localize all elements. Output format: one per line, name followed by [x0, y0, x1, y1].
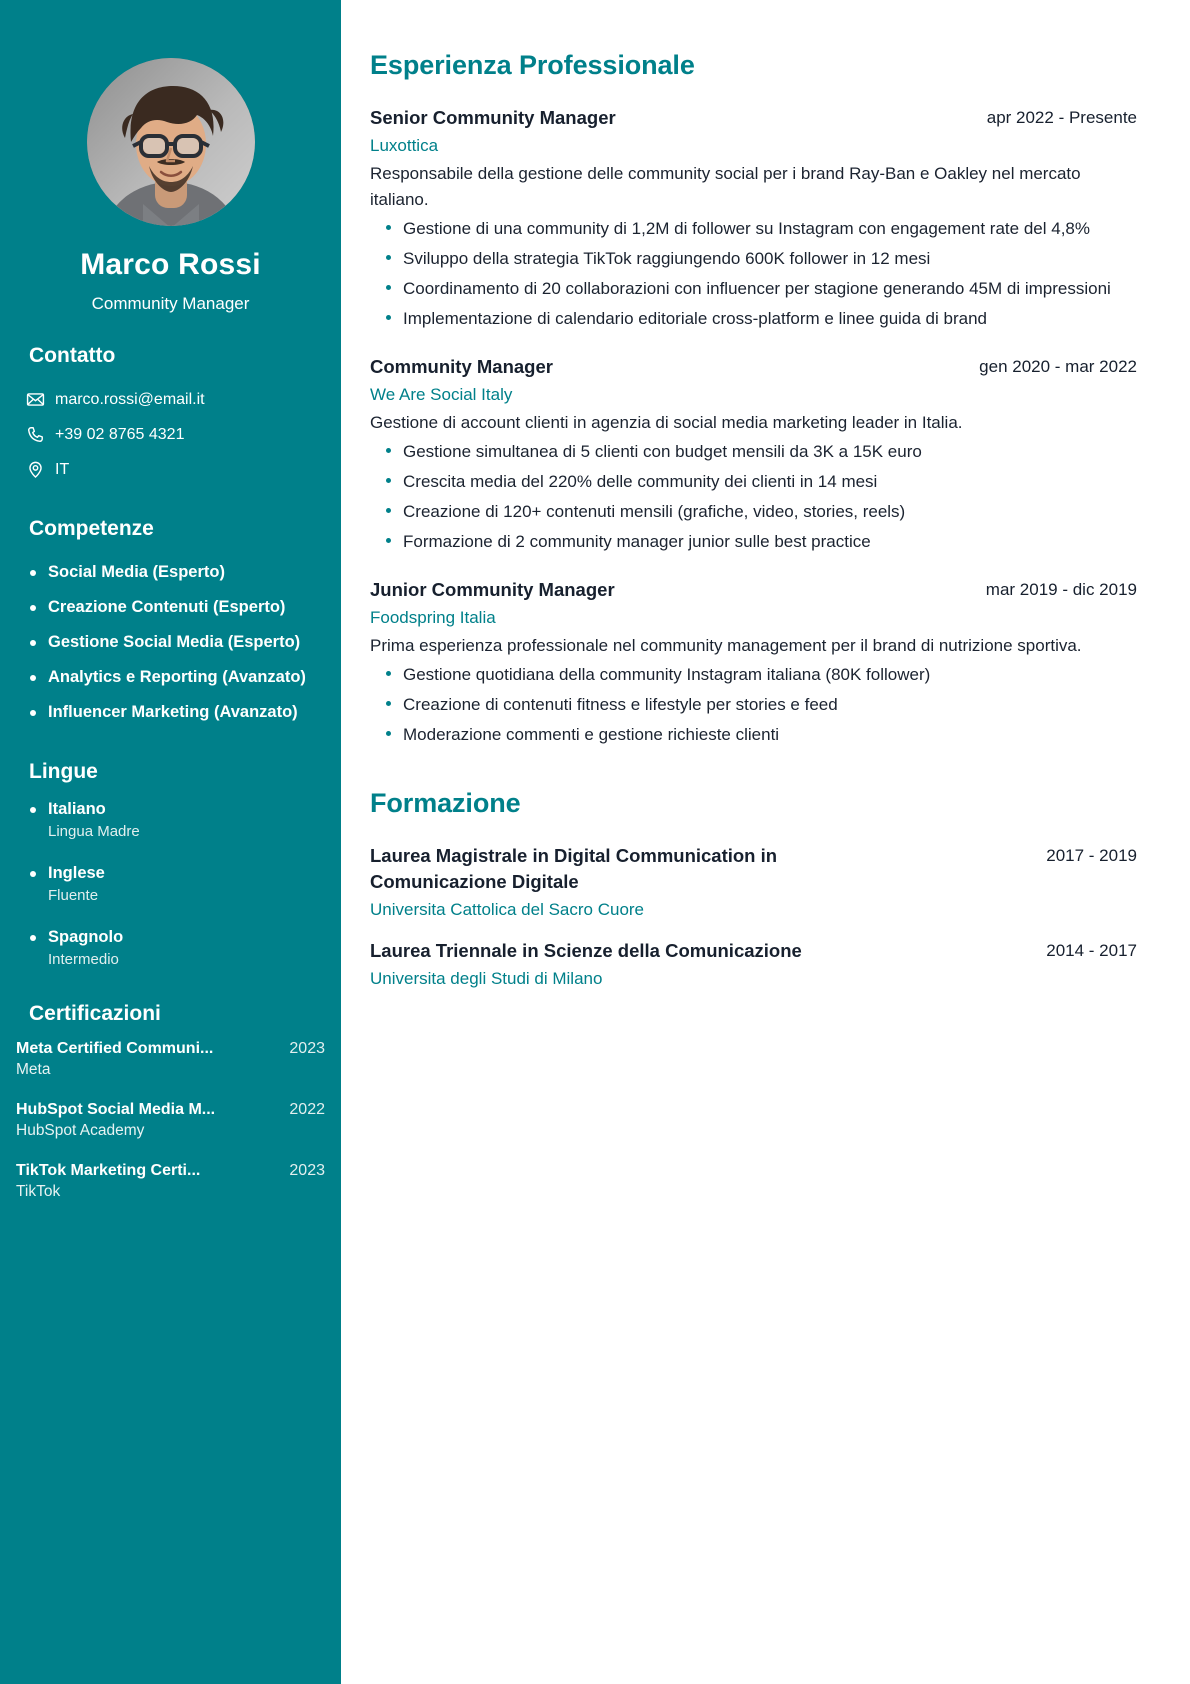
experience-section-title: Esperienza Professionale — [370, 50, 695, 80]
education-institution: Universita Cattolica del Sacro Cuore — [370, 900, 645, 919]
language-name: Italiano — [48, 800, 106, 818]
language-name: Spagnolo — [48, 928, 124, 946]
certification-issuer: HubSpot Academy — [16, 1122, 145, 1139]
certification-header — [16, 1162, 325, 1180]
language-item — [30, 798, 341, 844]
certifications-section-title: Certificazioni — [29, 1002, 161, 1025]
experience-description: Prima esperienza professionale nel community management per il brand di nutrizione sportiva. — [370, 636, 1082, 655]
person-role: Community Manager — [91, 294, 250, 313]
envelope-icon — [26, 390, 45, 409]
language-level: Intermedio — [48, 951, 119, 968]
certification-name: TikTok Marketing Certi... — [16, 1162, 201, 1179]
contact-location[interactable] — [26, 452, 341, 487]
experience-bullet-list — [370, 662, 1137, 748]
experience-description: Responsabile della gestione delle community social per i brand Ray-Ban e Oakley nel mercato italiano. — [370, 164, 1081, 209]
avatar — [87, 58, 255, 226]
skills-section-title: Competenze — [29, 517, 154, 540]
contact-phone[interactable] — [26, 417, 341, 452]
experience-bullet: Formazione di 2 community manager junior sulle best practice — [386, 529, 1137, 555]
experience-entry-header — [370, 577, 1137, 603]
experience-job-title: Junior Community Manager — [370, 579, 615, 600]
contact-list — [0, 382, 341, 487]
experience-company: We Are Social Italy — [370, 385, 513, 404]
experience-bullet: Creazione di contenuti fitness e lifestyle per stories e feed — [386, 692, 1137, 718]
phone-icon — [26, 425, 45, 444]
language-item — [30, 862, 341, 908]
experience-entry — [370, 105, 1137, 332]
education-entry — [370, 938, 1137, 993]
certification-name: Meta Certified Communi... — [16, 1040, 214, 1057]
education-entry-header — [370, 938, 1137, 964]
main-content — [341, 0, 1190, 1684]
sidebar — [0, 0, 341, 1684]
experience-description: Gestione di account clienti in agenzia di social media marketing leader in Italia. — [370, 413, 963, 432]
skill-item: Analytics e Reporting (Avanzato) — [30, 660, 341, 695]
education-entry — [370, 843, 1137, 924]
certification-item — [16, 1162, 325, 1203]
experience-entry — [370, 354, 1137, 555]
experience-company: Luxottica — [370, 136, 439, 155]
education-section-title: Formazione — [370, 788, 521, 818]
experience-bullet: Implementazione di calendario editoriale cross-platform e linee guida di brand — [386, 306, 1137, 332]
skill-item: Influencer Marketing (Avanzato) — [30, 695, 341, 730]
person-name: Marco Rossi — [80, 248, 261, 281]
education-date-range: 2017 - 2019 — [1046, 846, 1137, 865]
experience-bullet: Gestione quotidiana della community Instagram italiana (80K follower) — [386, 662, 1137, 688]
education-date-range: 2014 - 2017 — [1046, 941, 1137, 960]
experience-bullet: Coordinamento di 20 collaborazioni con influencer per stagione generando 45M di impressioni — [386, 276, 1137, 302]
experience-bullet: Moderazione commenti e gestione richieste clienti — [386, 722, 1137, 748]
experience-date-range: apr 2022 - Presente — [986, 108, 1137, 127]
experience-date-range: mar 2019 - dic 2019 — [985, 580, 1137, 599]
certifications-list — [0, 1040, 341, 1203]
location-pin-icon — [26, 460, 45, 479]
experience-entry-header — [370, 105, 1137, 131]
certification-header — [16, 1040, 325, 1058]
experience-entry — [370, 577, 1137, 748]
contact-section-title: Contatto — [29, 344, 116, 367]
certification-year: 2022 — [289, 1101, 325, 1118]
avatar-container — [0, 0, 341, 226]
certification-name: HubSpot Social Media M... — [16, 1101, 216, 1118]
certification-item — [16, 1040, 325, 1081]
experience-job-title: Community Manager — [370, 356, 553, 377]
experience-bullet-list — [370, 439, 1137, 555]
experience-bullet: Crescita media del 220% delle community dei clienti in 14 mesi — [386, 469, 1137, 495]
experience-bullet: Sviluppo della strategia TikTok raggiungendo 600K follower in 12 mesi — [386, 246, 1137, 272]
experience-bullet: Gestione simultanea di 5 clienti con budget mensili da 3K a 15K euro — [386, 439, 1137, 465]
certification-issuer: Meta — [16, 1061, 51, 1078]
languages-list — [0, 798, 341, 972]
skill-item: Social Media (Esperto) — [30, 555, 341, 590]
skills-list — [0, 555, 341, 730]
experience-bullet-list — [370, 216, 1137, 332]
experience-company: Foodspring Italia — [370, 608, 496, 627]
experience-bullet: Gestione di una community di 1,2M di follower su Instagram con engagement rate del 4,8% — [386, 216, 1137, 242]
certification-issuer: TikTok — [16, 1183, 61, 1200]
certification-year: 2023 — [289, 1162, 325, 1179]
certification-header — [16, 1101, 325, 1119]
education-institution: Universita degli Studi di Milano — [370, 969, 603, 988]
skill-item: Creazione Contenuti (Esperto) — [30, 590, 341, 625]
language-level: Lingua Madre — [48, 823, 140, 840]
education-degree: Laurea Triennale in Scienze della Comunicazione — [370, 940, 802, 961]
education-degree: Laurea Magistrale in Digital Communication in Comunicazione Digitale — [370, 845, 778, 892]
skill-item: Gestione Social Media (Esperto) — [30, 625, 341, 660]
language-name: Inglese — [48, 864, 105, 882]
experience-bullet: Creazione di 120+ contenuti mensili (grafiche, video, stories, reels) — [386, 499, 1137, 525]
education-entry-header — [370, 843, 1137, 895]
contact-email[interactable] — [26, 382, 341, 417]
profile-photo-icon — [87, 58, 255, 226]
contact-location-value: IT — [55, 461, 70, 478]
language-level: Fluente — [48, 887, 99, 904]
language-item — [30, 926, 341, 972]
experience-job-title: Senior Community Manager — [370, 107, 616, 128]
experience-entry-header — [370, 354, 1137, 380]
certification-item — [16, 1101, 325, 1142]
section-spacer — [370, 770, 1137, 788]
contact-email-value: marco.rossi@email.it — [55, 391, 205, 408]
languages-section-title: Lingue — [29, 760, 98, 783]
experience-date-range: gen 2020 - mar 2022 — [979, 357, 1137, 376]
certification-year: 2023 — [289, 1040, 325, 1057]
contact-phone-value: +39 02 8765 4321 — [55, 426, 185, 443]
